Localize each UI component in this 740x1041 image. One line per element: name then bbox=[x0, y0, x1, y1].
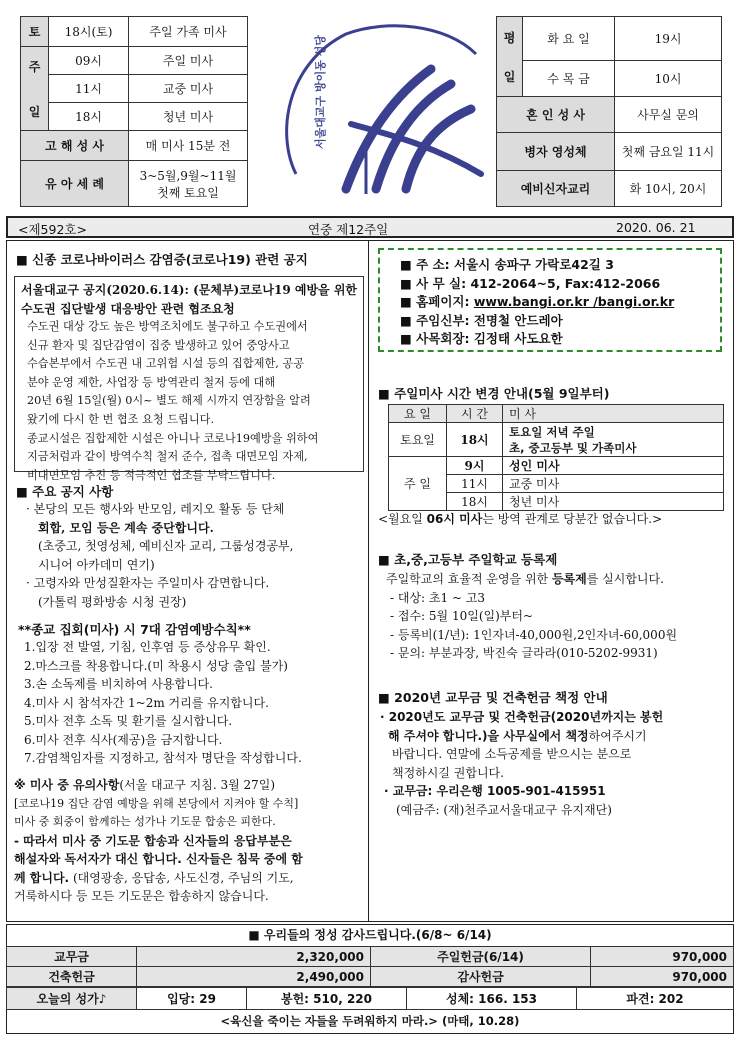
rule-item: 1.입장 전 발열, 기침, 인후염 등 증상유무 확인. bbox=[24, 640, 271, 654]
corona-body-line: 왔기에 다시 한 번 협조 요청 드립니다. bbox=[27, 412, 215, 426]
caution-bold: 해설자와 독서자가 대신 합니다. 신자들은 침묵 중에 함 bbox=[14, 852, 303, 866]
corona-body-line: 수도권 대상 강도 높은 방역조치에도 불구하고 수도권에서 bbox=[27, 320, 308, 333]
corona-body-line: 수습본부에서 수도권 내 고위험 시설 등의 집합제한, 공공 bbox=[27, 357, 305, 371]
hymn-entrance: 입당: 29 bbox=[137, 988, 247, 1010]
schedule-mass: 성인 미사 bbox=[503, 457, 724, 475]
parish-info-row: ■ 사목회장: 김정태 사도요한 bbox=[400, 331, 563, 346]
title-bar bbox=[6, 216, 734, 238]
sunday-mass: 주일 미사 bbox=[129, 47, 248, 75]
parish-info-row: ■ 주 소: 서울시 송파구 가락로42길 3 bbox=[400, 257, 614, 272]
sunday-time: 11시 bbox=[49, 75, 129, 103]
sunday-time: 09시 bbox=[49, 47, 129, 75]
sick-communion-label: 병자 영성체 bbox=[497, 133, 615, 171]
schedule-header: 요 일 bbox=[389, 405, 447, 423]
schedule-day: 주 일 bbox=[389, 457, 447, 511]
offering-label: 주일헌금(6/14) bbox=[371, 947, 591, 967]
scripture-quote: <육신을 죽이는 자들을 두려워하지 마라.> (마태, 10.28) bbox=[6, 1010, 734, 1034]
corona-body-line: 분야 운영 제한, 사업장 등 방역관리 철저 등에 대해 bbox=[27, 375, 276, 389]
catechism-value: 화 10시, 20시 bbox=[615, 171, 722, 207]
parish-logo bbox=[256, 14, 492, 208]
wedding-value: 사무실 문의 bbox=[615, 97, 722, 133]
schedule-table bbox=[388, 404, 724, 509]
school-item: - 대상: 초1 ~ 고3 bbox=[390, 590, 486, 605]
bulletin-date: 2020. 06. 21 bbox=[616, 220, 696, 235]
footer bbox=[6, 924, 734, 1036]
caution-body: 미사 중 회중이 함께하는 성가나 기도문 합송은 피한다. bbox=[14, 815, 276, 828]
schedule-time: 9시 bbox=[447, 457, 503, 475]
liturgical-week: 연중 제12주일 bbox=[308, 222, 389, 237]
corona-body-line: 지금처럼과 같이 방역수칙 철저 준수, 접촉 대면모임 자제, bbox=[27, 450, 308, 464]
prevention-rules-title: **종교 집회(미사) 시 7대 감염예방수칙** bbox=[18, 622, 251, 637]
weekday-days: 화 요 일 bbox=[523, 17, 615, 61]
caution-body: [코로나19 집단 감염 예방을 위해 본당에서 지켜야 할 수칙] bbox=[14, 796, 299, 810]
prevention-rules-list bbox=[24, 638, 364, 768]
schedule-header: 시 간 bbox=[447, 405, 503, 423]
header-left-table bbox=[20, 16, 248, 206]
wedding-label: 혼 인 성 사 bbox=[497, 97, 615, 133]
list-item: 시니어 아카데미 연기) bbox=[38, 557, 155, 572]
list-item: (초중고, 첫영성체, 예비신자 교리, 그룹성경공부, bbox=[38, 539, 294, 553]
logo-emblem bbox=[256, 14, 492, 208]
parish-info-row: ■ 홈페이지: www.bangi.or.kr /bangi.or.kr bbox=[400, 294, 675, 309]
sunday-mass: 청년 미사 bbox=[129, 103, 248, 131]
schedule-mass: 청년 미사 bbox=[503, 493, 724, 511]
rule-item: 2.마스크를 착용합니다.(미 착용시 성당 출입 불가) bbox=[24, 658, 288, 673]
list-item: (가톨릭 평화방송 시청 권장) bbox=[38, 594, 187, 609]
footer-title: ■ 우리들의 정성 감사드립니다.(6/8~ 6/14) bbox=[6, 924, 734, 946]
list-item: · 고령자와 만성질환자는 주일미사 감면합니다. bbox=[26, 576, 270, 590]
corona-body-line: 신규 환자 및 집단감염이 집중 발생하고 있어 중앙사고 bbox=[27, 338, 290, 352]
offering-value: 2,490,000 bbox=[137, 967, 371, 987]
weekday-time: 10시 bbox=[615, 61, 722, 97]
caution-bold: - 따라서 미사 중 기도문 합송과 신자들의 응답부분은 bbox=[14, 833, 292, 848]
tithe-section: · 2020년도 교무금 및 건축헌금(2020년까지는 봉헌 해 주셔야 합니다.)을 사무실에서 책정하여주시기 바랍니다. 연말에 소득공제를 받으시는 분으로 책정하시길 권합니다. · 교무금: 우리은행 1005-901-415951 (예금주: (재)천주교서울대교구 유지재단) bbox=[380, 708, 724, 819]
caution-source: (서울 대교구 지침. 3월 27일) bbox=[119, 778, 276, 792]
header-right-table bbox=[496, 16, 722, 206]
corona-section-title: ■ 신종 코로나바이러스 감염증(코로나19) 관련 공지 bbox=[16, 252, 308, 267]
schedule-mass: 토요일 저녁 주일 초, 중고등부 및 가족미사 bbox=[503, 423, 724, 457]
list-item: 회합, 모임 등은 계속 중단합니다. bbox=[38, 520, 214, 535]
parish-info-box bbox=[378, 248, 722, 352]
main-notice-title: ■ 주요 공지 사항 bbox=[16, 484, 114, 499]
tithe-holder: (예금주: (재)천주교서울대교구 유지재단) bbox=[396, 802, 612, 817]
corona-notice-body bbox=[21, 318, 357, 485]
schedule-mass: 교중 미사 bbox=[503, 475, 724, 493]
corona-notice-heading: 서울대교구 공지(2020.6.14): (문체부)코로나19 예방을 위한 bbox=[21, 283, 358, 297]
main-notice-list bbox=[26, 500, 364, 611]
offering-label: 교무금 bbox=[7, 947, 137, 967]
offering-value: 970,000 bbox=[591, 967, 734, 987]
corona-body-line: 비대면모임 추진 등 적극적인 협조를 부탁드립니다. bbox=[27, 468, 276, 482]
corona-body-line: 종교시설은 집합제한 시설은 아니나 코로나19예방을 위하여 bbox=[27, 431, 319, 445]
tithe-title: ■ 2020년 교무금 및 건축헌금 책정 안내 bbox=[378, 690, 608, 705]
parish-info-row: ■ 주임신부: 전명철 안드레아 bbox=[400, 312, 563, 328]
baptism-label: 유 아 세 례 bbox=[21, 161, 129, 207]
caution-tail: 거룩하시다 등 모든 기도문은 합송하지 않습니다. bbox=[14, 889, 269, 903]
rule-item: 5.미사 전후 소독 및 환기를 실시합니다. bbox=[24, 714, 233, 728]
sick-communion-value: 첫째 금요일 11시 bbox=[615, 133, 722, 171]
tithe-account: · 교무금: 우리은행 1005-901-415951 bbox=[384, 784, 606, 798]
rule-item: 6.미사 전후 식사(제공)을 금지합니다. bbox=[24, 732, 223, 747]
catechism-label: 예비신자교리 bbox=[497, 171, 615, 207]
saturday-time: 18시(토) bbox=[49, 17, 129, 47]
hymn-label: 오늘의 성가♪ bbox=[7, 988, 137, 1010]
confession-value: 매 미사 15분 전 bbox=[129, 131, 248, 161]
issue-number: <제592호> bbox=[18, 222, 87, 237]
corona-notice-box bbox=[14, 276, 364, 482]
schedule-time: 11시 bbox=[447, 475, 503, 493]
corona-notice-heading-2: 수도권 집단발생 대응방안 관련 협조요청 bbox=[21, 301, 235, 316]
hymn-recessional: 파견: 202 bbox=[577, 988, 734, 1010]
saturday-mass: 주일 가족 미사 bbox=[129, 17, 248, 47]
schedule-day: 토요일 bbox=[389, 423, 447, 457]
school-title: ■ 초,중,고등부 주일학교 등록제 bbox=[378, 552, 558, 567]
column-divider bbox=[368, 240, 369, 922]
schedule-header: 미 사 bbox=[503, 405, 724, 423]
weekday-label: 평 일 bbox=[497, 17, 523, 97]
schedule-time: 18시 bbox=[447, 493, 503, 511]
sunday-mass: 교중 미사 bbox=[129, 75, 248, 103]
offering-label: 건축헌금 bbox=[7, 967, 137, 987]
logo-text: 서울대교구 방이동 성당 bbox=[314, 35, 327, 149]
caution-title: ※ 미사 중 유의사항 bbox=[14, 778, 120, 792]
confession-label: 고 해 성 사 bbox=[21, 131, 129, 161]
baptism-value: 3~5월,9월~11월 첫째 토요일 bbox=[129, 161, 248, 207]
parish-info-row: ■ 사 무 실: 412-2064~5, Fax:412-2066 bbox=[400, 275, 661, 291]
rule-item: 4.미사 시 참석자간 1~2m 거리를 유지합니다. bbox=[24, 695, 269, 710]
weekday-days: 수 목 금 bbox=[523, 61, 615, 97]
caution-tail: (대영광송, 응답송, 사도신경, 주님의 기도, bbox=[72, 870, 294, 885]
offering-value: 2,320,000 bbox=[137, 947, 371, 967]
schedule-title: ■ 주일미사 시간 변경 안내(5월 9일부터) bbox=[378, 386, 610, 401]
hymn-communion: 성체: 166. 153 bbox=[407, 988, 577, 1010]
caution-bold: 께 합니다. bbox=[14, 870, 70, 885]
school-item: - 등록비(1/년): 1인자녀-40,000원,2인자녀-60,000원 bbox=[390, 627, 678, 642]
school-section: 주일학교의 효율적 운영을 위한 등록제를 실시합니다. - 대상: 초1 ~ 고3 - 접수: 5월 10일(일)부터~ - 등록비(1/년): 1인자녀-40,000원,2인자녀-60,000원 - 문의: 부분과장, 박진숙 글라라(010-5202-9931) bbox=[386, 570, 726, 663]
weekday-time: 19시 bbox=[615, 17, 722, 61]
saturday-label: 토 bbox=[21, 17, 49, 47]
list-item: · 본당의 모든 행사와 반모임, 레지오 활동 등 단체 bbox=[26, 502, 285, 516]
corona-body-line: 20년 6월 15일(월) 0시~ 별도 해제 시까지 연장함을 알려 bbox=[27, 394, 311, 408]
school-item: - 접수: 5월 10일(일)부터~ bbox=[390, 609, 534, 623]
caution-section bbox=[14, 776, 366, 906]
rule-item: 3.손 소독제를 비치하여 사용합니다. bbox=[24, 677, 213, 691]
schedule-note: <월요일 06시 미사는 방역 관계로 당분간 없습니다.> bbox=[378, 512, 663, 526]
rule-item: 7.감염책임자를 지정하고, 참석자 명단을 작성합니다. bbox=[24, 751, 302, 765]
sunday-time: 18시 bbox=[49, 103, 129, 131]
hymn-offertory: 봉헌: 510, 220 bbox=[247, 988, 407, 1010]
school-item: - 문의: 부분과장, 박진숙 글라라(010-5202-9931) bbox=[390, 646, 658, 660]
schedule-time: 18시 bbox=[447, 423, 503, 457]
sunday-label: 주 일 bbox=[21, 47, 49, 131]
offering-value: 970,000 bbox=[591, 947, 734, 967]
offering-label: 감사헌금 bbox=[371, 967, 591, 987]
